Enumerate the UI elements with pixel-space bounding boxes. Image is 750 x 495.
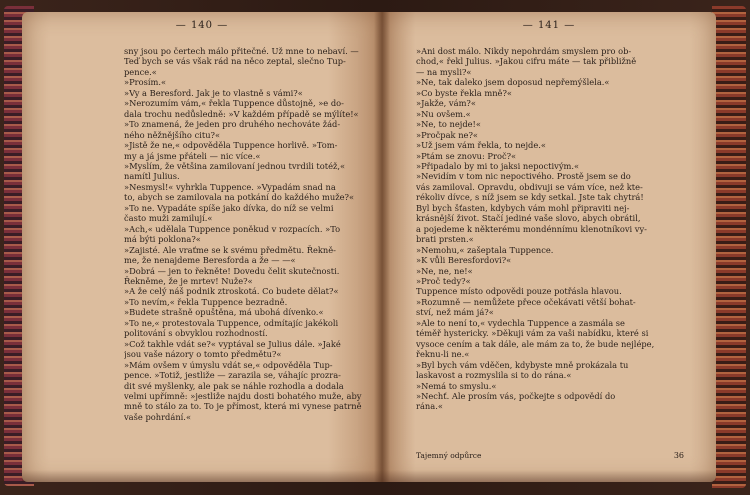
text-line: »To znamená, že jeden pro druhého nechováte žád-: [124, 119, 341, 130]
text-line: »A že celý náš podnik ztroskotá. Co budete dělat?«: [124, 286, 339, 297]
text-line: Tuppence místo odpovědi pouze potřásla hlavou.: [416, 286, 622, 297]
text-line: »Nesmysl!« vyhrkla Tuppence. »Vypadám snad na: [124, 181, 336, 192]
text-line: politování s obvyklou rozhodností.: [124, 328, 268, 339]
text-line: vaše pohrdání.«: [124, 411, 192, 422]
text-line: »Zajisté. Ale vraťme se k svému předmětu. Řekně-: [124, 244, 336, 255]
text-line: »K vůli Beresfordovi?«: [416, 255, 512, 266]
text-line: často muži zamilují.«: [124, 213, 213, 224]
text-line: »Ptám se znovu: Proč?«: [416, 150, 517, 161]
page-bottom-shadow: [22, 470, 716, 482]
text-line: »Dobrá — jen to řekněte! Dovedu čelit skutečnosti.: [124, 265, 340, 276]
text-line: rána.«: [416, 401, 443, 412]
page-footer: [416, 451, 684, 460]
text-line: »Ale to není to,« vydechla Tuppence a zasmála se: [416, 317, 625, 328]
text-line: »Pročpak ne?«: [416, 129, 478, 140]
text-line: — na mysli?«: [416, 66, 472, 77]
text-line: »Co byste řekla mně?«: [416, 87, 512, 98]
text-line: »Mám ovšem v úmyslu vdát se,« odpověděla Tup-: [124, 359, 333, 370]
text-line: »To ne. Vypadáte spíše jako dívka, do níž se velmi: [124, 202, 334, 213]
right-page-text: [416, 46, 684, 412]
text-line: »Budete strašně opuštěna, má ubohá dívenko.«: [124, 307, 324, 318]
text-line: »Už jsem vám řekla, to nejde.«: [416, 140, 546, 151]
text-line: Řekněme, že je mrtev! Nuže?«: [124, 275, 253, 286]
text-line: rékoliv dívce, s níž jsem se kdy setkal. Jste tak chytrá!: [416, 192, 644, 203]
text-line: Byl bych šťasten, kdybych vám mohl připraviti nej-: [416, 202, 630, 213]
text-line: pence. »Totiž, jestliže — zarazila se, váhajíc prozra-: [124, 370, 341, 381]
text-line: »Ani dost málo. Nikdy nepohrdám smyslem pro ob-: [416, 46, 632, 56]
book-gutter: [374, 12, 390, 482]
text-line: velmi upřímně: »jestliže najdu dosti bohatého muže, aby: [124, 390, 362, 401]
text-line: »Nechť. Ale prosím vás, počkejte s odpovědí do: [416, 390, 616, 401]
text-line: »Ne, tak daleko jsem doposud nepřemýšlela.«: [416, 77, 610, 88]
text-line: »Vy a Beresford. Jak je to vlastně s vámi?«: [124, 87, 303, 98]
text-line: »Proč tedy?«: [416, 275, 471, 286]
left-page: [22, 12, 382, 482]
text-line: pence.«: [124, 66, 157, 77]
text-line: sny jsou po čertech málo přitečné. Už mne to nebaví. —: [124, 46, 359, 56]
text-line: dala trochu nedůsledně: »V každém případě se mýlíte!«: [124, 108, 359, 119]
text-line: »Nu ovšem.«: [416, 108, 471, 119]
text-line: dit své myšlenky, ale pak se náhle rozhodla a dodala: [124, 380, 344, 391]
text-line: mně to stálo za to. To je přímost, která mi vynese patrně: [124, 401, 362, 412]
text-line: ného něžnějšího citu?«: [124, 129, 221, 140]
text-line: krásnější život. Stačí jediné vaše slovo, abych obrátil,: [416, 213, 641, 224]
footer-signature: Tajemný odpůrce: [416, 451, 482, 460]
text-line: »Nemohu,« zašeptala Tuppence.: [416, 244, 554, 255]
text-line: »Ne, to nejde!«: [416, 119, 481, 130]
text-line: vysoce cením a tak dále, ale mám za to, že bude nejlépe,: [416, 338, 655, 349]
text-line: »Ne, ne, ne!«: [416, 265, 473, 276]
text-line: me, že nenajdeme Beresforda a že — —«: [124, 255, 296, 266]
text-line: ství, než mám já?«: [416, 307, 494, 318]
left-page-text: [124, 46, 372, 422]
book-cover-right-edge: [712, 6, 746, 488]
text-line: téměř hystericky. »Děkuji vám za vaši nabídku, které si: [416, 328, 649, 339]
left-page-number: — 140 —: [175, 20, 229, 31]
text-line: namítl Julius.: [124, 171, 180, 182]
text-line: jsou vaše názory o tomto předmětu?«: [124, 349, 282, 360]
text-line: »Připadalo by mi to jaksi nepoctivým.«: [416, 160, 580, 171]
text-line: řeknu-li ne.«: [416, 349, 470, 360]
right-page-number: — 141 —: [522, 20, 576, 31]
text-line: »To nevím,« řekla Tuppence bezradně.: [124, 296, 288, 307]
text-line: »To ne,« protestovala Tuppence, odmítajíc jakékoli: [124, 317, 339, 328]
text-line: chod,« řekl Julius. »Jakou cifru máte — tak přibližně: [416, 56, 637, 67]
text-line: »Nemá to smyslu.«: [416, 380, 497, 391]
text-line: »Což takhle vdát se?« vyptával se Julius dále. »Jaké: [124, 338, 341, 349]
text-line: »Myslím, že většina zamilovaní jednou tvrdili totéž,«: [124, 160, 346, 171]
text-line: vás zamiloval. Opravdu, obdivuji se vám více, než kte-: [416, 181, 643, 192]
text-line: má býti poklona?«: [124, 234, 201, 245]
text-line: my a já jsme přáteli — nic více.«: [124, 150, 261, 161]
text-line: brati prsten.«: [416, 234, 474, 245]
text-line: »Prosím.«: [124, 77, 167, 88]
text-line: to, abych se zamilovala na potkání do každého muže?«: [124, 192, 355, 203]
text-line: »Jakže, vám?«: [416, 98, 476, 109]
text-line: Teď bych se vás však rád na něco zeptal, slečno Tup-: [124, 56, 346, 67]
text-line: »Byl bych vám vděčen, kdybyste mně prokázala tu: [416, 359, 629, 370]
right-page: [382, 12, 716, 482]
footer-sheet-number: 36: [673, 451, 684, 460]
text-line: »Ach,« udělala Tuppence poněkud v rozpacích. »To: [124, 223, 341, 234]
text-line: »Rozumně — nemůžete přece očekávati větší bohat-: [416, 296, 636, 307]
text-line: »Nerozumím vám,« řekla Tuppence důstojně, »e do-: [124, 98, 344, 109]
text-line: »Jistě že ne,« odpověděla Tuppence horlivě. »Tom-: [124, 140, 338, 151]
text-line: »Nevidím v tom nic nepoctivého. Prostě jsem se do: [416, 171, 631, 182]
text-line: laskavost a rozmyslila si to do rána.«: [416, 370, 572, 381]
text-line: a pojedeme k některému mondénnímu klenotníkovi vy-: [416, 223, 647, 234]
